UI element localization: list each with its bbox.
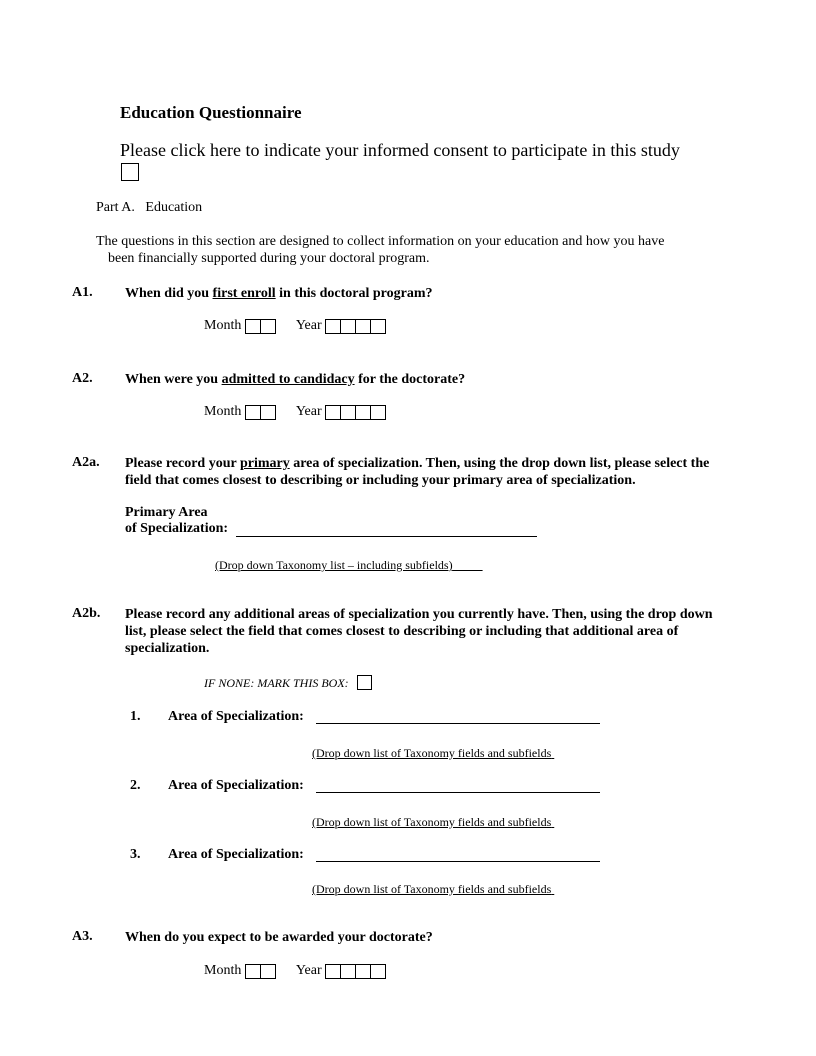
area-2-dropdown[interactable] — [312, 813, 554, 831]
year-digit-4[interactable] — [370, 405, 386, 420]
area-1-input[interactable] — [316, 723, 600, 724]
question-text-a1-emphasis: first enroll — [212, 286, 276, 301]
month-label: Month — [204, 318, 242, 333]
primary-area-label-line-1: Primary Area — [125, 505, 208, 520]
month-digit-2[interactable] — [260, 964, 276, 979]
part-name: Education — [145, 200, 203, 215]
month-digit-1[interactable] — [245, 405, 261, 420]
question-number-a3: A3. — [72, 929, 93, 944]
area-2-input[interactable] — [316, 792, 600, 793]
year-label: Year — [295, 318, 322, 333]
area-1-label: Area of Specialization: — [168, 709, 304, 724]
page-title: Education Questionnaire — [120, 103, 302, 122]
year-label: Year — [295, 963, 322, 978]
question-text-a2-pre: When were you — [125, 372, 222, 387]
area-1-dropdown-note: (Drop down list of Taxonomy fields and subfields — [312, 746, 552, 760]
if-none-checkbox[interactable] — [357, 675, 372, 690]
year-digit-3[interactable] — [355, 319, 371, 334]
question-text-a1 — [125, 285, 725, 302]
question-text-a2a — [125, 455, 725, 489]
question-text-a2a-pre: Please record your — [125, 456, 240, 471]
intro-line-1: The questions in this section are designed to collect information on your education and how you have — [96, 234, 665, 249]
month-digit-1[interactable] — [245, 964, 261, 979]
question-text-a3: When do you expect to be awarded your doctorate? — [125, 930, 433, 945]
question-number-a2b: A2b. — [72, 606, 101, 621]
date-input-a1 — [204, 318, 385, 334]
area-3-number: 3. — [130, 847, 141, 862]
year-digit-2[interactable] — [340, 319, 356, 334]
question-number-a1: A1. — [72, 285, 93, 300]
primary-area-input[interactable] — [236, 536, 537, 537]
area-3-input[interactable] — [316, 861, 600, 862]
year-digit-2[interactable] — [340, 405, 356, 420]
question-text-a2b: Please record any additional areas of specialization you currently have. Then, using the drop down list, please select the field that comes closest to describing or including that additional area of specialization. — [125, 607, 713, 656]
consent-text: Please click here to indicate your informed consent to participate in this study — [120, 140, 680, 160]
if-none-label: IF NONE: MARK THIS BOX: — [204, 676, 349, 690]
part-heading — [96, 200, 202, 216]
year-digit-1[interactable] — [325, 964, 341, 979]
question-text-a1-pre: When did you — [125, 286, 213, 301]
primary-area-dropdown-note: (Drop down Taxonomy list – including subfields) — [215, 558, 453, 572]
date-input-a2 — [204, 404, 385, 420]
primary-area-dropdown[interactable] — [215, 556, 483, 574]
year-digit-3[interactable] — [355, 405, 371, 420]
question-number-a2a: A2a. — [72, 455, 100, 470]
year-digit-3[interactable] — [355, 964, 371, 979]
area-3-dropdown-note: (Drop down list of Taxonomy fields and subfields — [312, 882, 552, 896]
year-digit-4[interactable] — [370, 319, 386, 334]
section-intro — [96, 233, 696, 267]
if-none-row — [204, 675, 372, 691]
question-text-a2a-post: area of specialization. Then, using the drop down list, please select the field that comes closest to describing or including your primary area of specialization. — [125, 456, 710, 488]
area-2-dropdown-note: (Drop down list of Taxonomy fields and subfields — [312, 815, 552, 829]
area-3-dropdown[interactable] — [312, 880, 554, 898]
area-1-number: 1. — [130, 709, 141, 724]
question-text-a2-emphasis: admitted to candidacy — [221, 372, 355, 387]
area-2-label: Area of Specialization: — [168, 778, 304, 793]
intro-line-2: been financially supported during your doctoral program. — [108, 251, 430, 266]
month-digit-1[interactable] — [245, 319, 261, 334]
area-3-label: Area of Specialization: — [168, 847, 304, 862]
consent-checkbox[interactable] — [121, 163, 139, 181]
month-digit-2[interactable] — [260, 405, 276, 420]
question-text-a2-post: for the doctorate? — [354, 372, 466, 387]
primary-area-label-line-2: of Specialization: — [125, 521, 229, 536]
question-number-a2: A2. — [72, 371, 93, 386]
month-label: Month — [204, 404, 242, 419]
primary-area-label — [125, 505, 245, 537]
year-digit-1[interactable] — [325, 319, 341, 334]
year-digit-1[interactable] — [325, 405, 341, 420]
area-1-dropdown[interactable] — [312, 744, 554, 762]
date-input-a3 — [204, 963, 385, 979]
area-2-number: 2. — [130, 778, 141, 793]
year-digit-4[interactable] — [370, 964, 386, 979]
month-label: Month — [204, 963, 242, 978]
month-digit-2[interactable] — [260, 319, 276, 334]
question-text-a2a-emphasis: primary — [239, 456, 290, 471]
question-text-a1-post: in this doctoral program? — [275, 286, 433, 301]
part-label: Part A. — [96, 200, 135, 215]
year-digit-2[interactable] — [340, 964, 356, 979]
question-text-a2 — [125, 371, 725, 388]
year-label: Year — [295, 404, 322, 419]
